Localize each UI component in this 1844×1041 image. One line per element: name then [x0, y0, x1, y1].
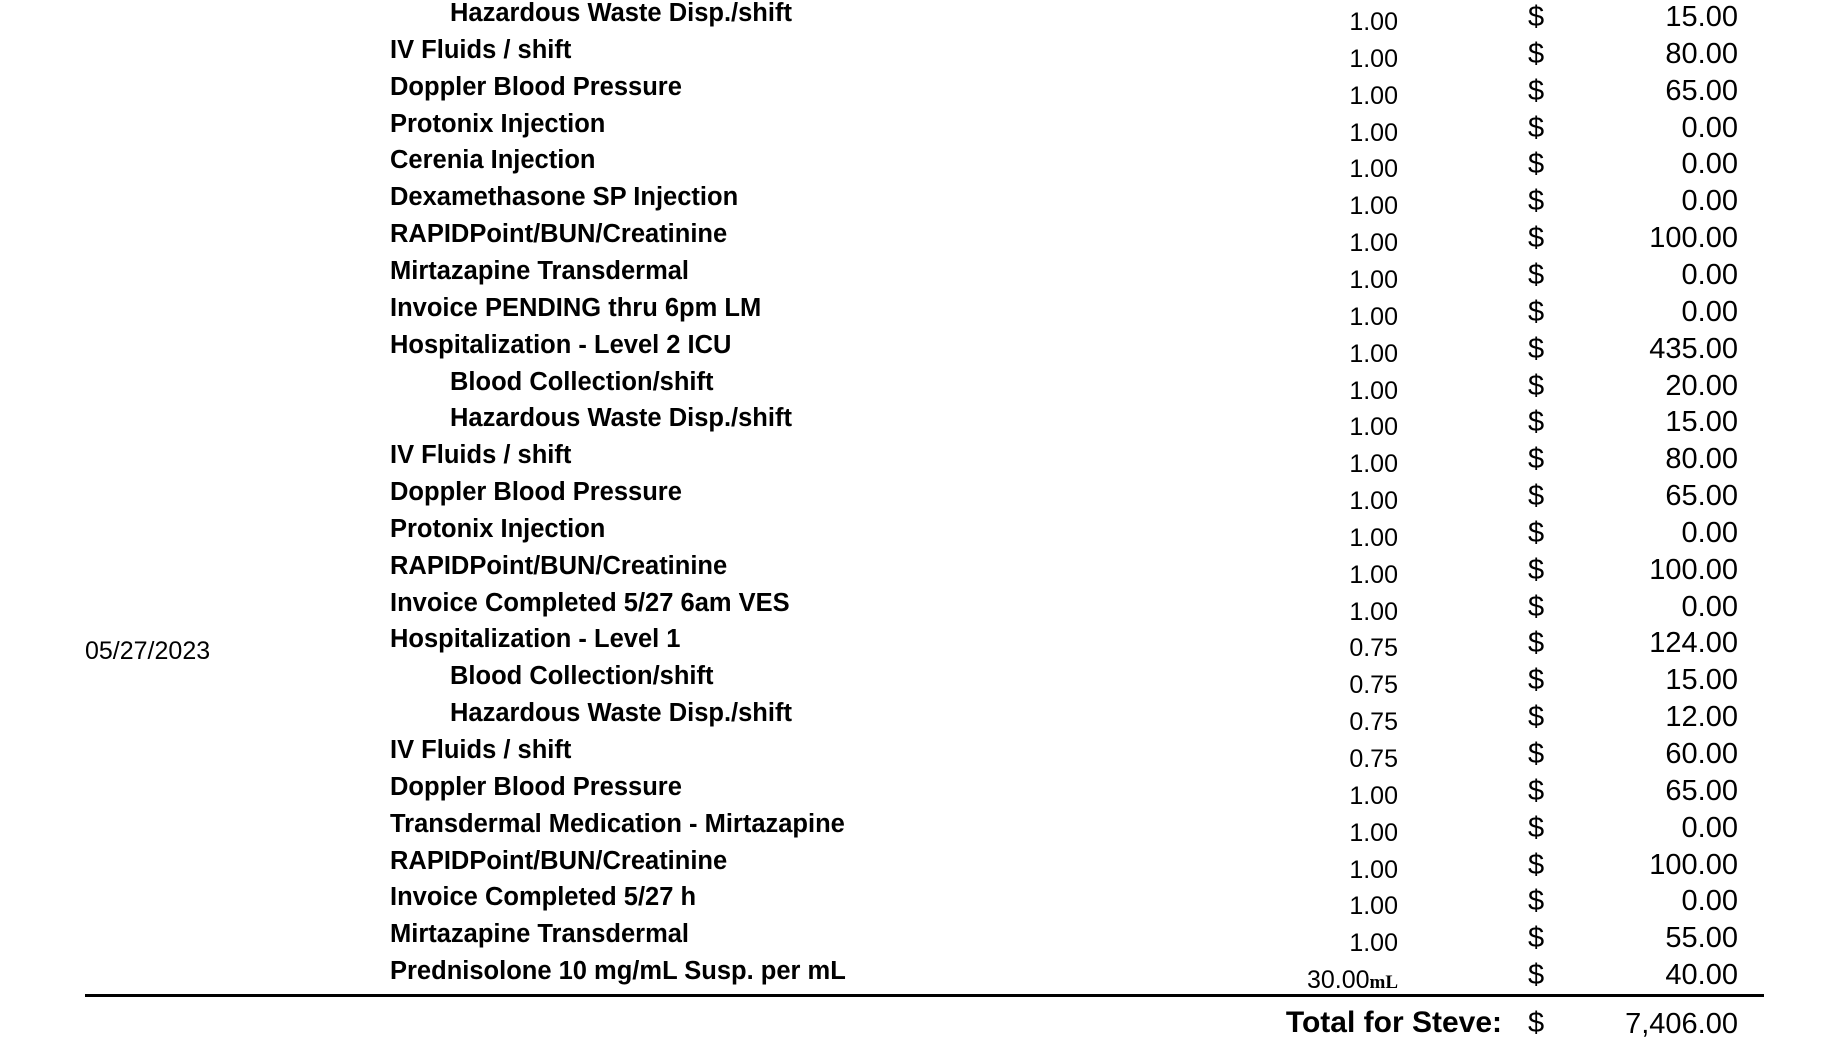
- item-amount: 55.00: [1665, 922, 1738, 955]
- currency-symbol: $: [1528, 701, 1545, 734]
- item-quantity: [1307, 968, 1398, 993]
- currency-symbol: $: [1528, 185, 1545, 218]
- currency-symbol: $: [1528, 332, 1545, 365]
- currency-symbol: $: [1528, 516, 1545, 549]
- currency-symbol: $: [1528, 1, 1545, 33]
- table-row: [0, 625, 1844, 666]
- quantity-value: 1.00: [1349, 376, 1398, 405]
- total-row: [0, 1008, 1844, 1041]
- currency-symbol: $: [1528, 443, 1545, 476]
- item-description: Cerenia Injection: [390, 146, 596, 175]
- currency-symbol: $: [1528, 811, 1545, 844]
- item-description: IV Fluids / shift: [390, 441, 572, 470]
- quantity-value: 1.00: [1349, 892, 1398, 921]
- currency-symbol: $: [1528, 37, 1545, 70]
- table-row: [0, 295, 1844, 332]
- total-divider: [85, 994, 1764, 997]
- item-quantity: [1349, 44, 1398, 73]
- total-amount: 7,406.00: [1625, 1008, 1738, 1040]
- table-row: [0, 516, 1844, 553]
- item-description: Hazardous Waste Disp./shift: [450, 0, 792, 27]
- item-quantity: [1349, 931, 1398, 956]
- quantity-value: 1.00: [1349, 855, 1398, 884]
- item-amount: 0.00: [1681, 148, 1738, 181]
- table-row: [0, 111, 1844, 148]
- currency-symbol: $: [1528, 922, 1545, 955]
- item-amount: 0.00: [1681, 258, 1738, 291]
- item-amount: 124.00: [1649, 627, 1738, 660]
- table-row: [0, 442, 1844, 479]
- table-row: [0, 332, 1844, 369]
- table-row: [0, 0, 1844, 37]
- table-row: [0, 774, 1844, 811]
- item-quantity: [1349, 781, 1398, 810]
- item-quantity: [1349, 710, 1398, 735]
- quantity-value: 1.00: [1349, 818, 1398, 847]
- item-amount: 80.00: [1665, 37, 1738, 70]
- item-description: Invoice PENDING thru 6pm LM: [390, 293, 762, 322]
- quantity-value: 1.00: [1349, 929, 1398, 958]
- item-description: Mirtazapine Transdermal: [390, 256, 690, 285]
- item-amount: 0.00: [1681, 295, 1738, 328]
- quantity-value: 1.00: [1349, 265, 1398, 294]
- item-description: Hospitalization - Level 1: [390, 625, 681, 654]
- quantity-value: 30.00: [1306, 966, 1370, 995]
- item-amount: 65.00: [1665, 774, 1738, 807]
- item-description: Hospitalization - Level 2 ICU: [390, 330, 732, 359]
- item-amount: 60.00: [1665, 738, 1738, 770]
- item-quantity: [1349, 818, 1398, 847]
- quantity-value: 1.00: [1349, 781, 1398, 810]
- currency-symbol: $: [1528, 111, 1545, 144]
- quantity-unit: mL: [1369, 972, 1398, 994]
- item-amount: 0.00: [1681, 590, 1738, 623]
- quantity-value: 0.75: [1349, 708, 1398, 737]
- item-quantity: [1349, 673, 1398, 698]
- item-description: Blood Collection/shift: [450, 662, 714, 691]
- quantity-value: 1.00: [1349, 192, 1398, 221]
- table-row: [0, 848, 1844, 885]
- item-quantity: [1349, 560, 1398, 589]
- quantity-value: 1.00: [1349, 81, 1398, 110]
- item-amount: 435.00: [1649, 332, 1738, 365]
- currency-symbol: $: [1528, 369, 1545, 402]
- item-amount: 100.00: [1649, 848, 1738, 881]
- currency-symbol: $: [1528, 590, 1545, 623]
- item-quantity: [1349, 157, 1398, 182]
- quantity-value: 1.00: [1349, 44, 1398, 73]
- quantity-value: 1.00: [1349, 413, 1398, 442]
- table-row: [0, 663, 1844, 700]
- table-row: [0, 258, 1844, 295]
- item-quantity: [1349, 376, 1398, 405]
- currency-symbol: $: [1528, 885, 1545, 918]
- currency-symbol: $: [1528, 627, 1545, 660]
- table-row: [0, 737, 1844, 774]
- currency-symbol: $: [1528, 480, 1545, 513]
- item-amount: 12.00: [1665, 701, 1738, 734]
- item-amount: 0.00: [1681, 885, 1738, 918]
- item-quantity: [1349, 597, 1398, 626]
- item-quantity: [1349, 10, 1398, 35]
- item-description: Invoice Completed 5/27 6am VES: [390, 588, 790, 617]
- quantity-value: 1.00: [1349, 155, 1398, 184]
- item-amount: 15.00: [1665, 406, 1738, 439]
- item-amount: 20.00: [1665, 369, 1738, 402]
- quantity-value: 1.00: [1349, 229, 1398, 258]
- item-description: RAPIDPoint/BUN/Creatinine: [390, 551, 728, 580]
- item-amount: 65.00: [1665, 480, 1738, 513]
- currency-symbol: $: [1528, 295, 1545, 328]
- table-row: [0, 369, 1844, 406]
- currency-symbol: $: [1528, 738, 1545, 770]
- table-row: [0, 405, 1844, 442]
- item-description: Hazardous Waste Disp./shift: [450, 699, 792, 728]
- item-description: Prednisolone 10 mg/mL Susp. per mL: [390, 957, 846, 986]
- currency-symbol: $: [1528, 148, 1545, 181]
- currency-symbol: $: [1528, 222, 1545, 255]
- table-row: [0, 590, 1844, 627]
- item-amount: 0.00: [1681, 516, 1738, 549]
- item-amount: 15.00: [1665, 664, 1738, 697]
- item-quantity: [1349, 194, 1398, 219]
- item-description: Transdermal Medication - Mirtazapine: [390, 809, 845, 838]
- currency-symbol: $: [1528, 774, 1545, 807]
- quantity-value: 1.00: [1349, 118, 1398, 147]
- table-row: [0, 958, 1844, 995]
- item-amount: 0.00: [1681, 811, 1738, 844]
- item-quantity: [1349, 489, 1398, 514]
- quantity-value: 0.75: [1349, 671, 1398, 700]
- item-quantity: [1349, 118, 1398, 147]
- table-row: [0, 700, 1844, 737]
- item-description: Invoice Completed 5/27 h: [390, 883, 697, 912]
- item-description: Doppler Blood Pressure: [390, 478, 682, 507]
- item-description: IV Fluids / shift: [390, 736, 572, 764]
- item-description: RAPIDPoint/BUN/Creatinine: [390, 846, 728, 875]
- item-amount: 0.00: [1681, 185, 1738, 218]
- item-quantity: [1349, 894, 1398, 919]
- item-quantity: [1349, 302, 1398, 331]
- table-row: [0, 37, 1844, 74]
- quantity-value: 1.00: [1349, 597, 1398, 626]
- currency-symbol: $: [1528, 74, 1545, 107]
- item-quantity: [1349, 81, 1398, 110]
- quantity-value: 1.00: [1349, 487, 1398, 516]
- table-row: [0, 74, 1844, 111]
- item-amount: 65.00: [1665, 74, 1738, 107]
- quantity-value: 1.00: [1349, 560, 1398, 589]
- item-quantity: [1349, 523, 1398, 552]
- quantity-value: 0.75: [1349, 745, 1398, 773]
- service-date: 05/27/2023: [85, 637, 211, 666]
- quantity-value: 1.00: [1349, 450, 1398, 479]
- quantity-value: 1.00: [1349, 523, 1398, 552]
- table-row: [0, 884, 1844, 921]
- quantity-value: 1.00: [1349, 8, 1398, 36]
- item-amount: 0.00: [1681, 111, 1738, 144]
- item-description: Doppler Blood Pressure: [390, 772, 682, 801]
- table-row: [0, 147, 1844, 184]
- table-row: [0, 479, 1844, 516]
- item-description: Blood Collection/shift: [450, 367, 714, 396]
- table-row: [0, 553, 1844, 590]
- item-description: Dexamethasone SP Injection: [390, 183, 739, 212]
- currency-symbol: $: [1528, 848, 1545, 881]
- item-amount: 40.00: [1665, 959, 1738, 992]
- item-description: Protonix Injection: [390, 109, 606, 138]
- table-row: [0, 184, 1844, 221]
- item-amount: 100.00: [1649, 222, 1738, 255]
- currency-symbol: $: [1528, 553, 1545, 586]
- item-quantity: [1349, 415, 1398, 440]
- total-currency-symbol: $: [1528, 1007, 1545, 1039]
- item-quantity: [1349, 855, 1398, 884]
- item-quantity: [1349, 452, 1398, 477]
- quantity-value: 1.00: [1349, 302, 1398, 331]
- table-row: [0, 811, 1844, 848]
- currency-symbol: $: [1528, 406, 1545, 439]
- quantity-value: 0.75: [1349, 634, 1398, 663]
- item-description: RAPIDPoint/BUN/Creatinine: [390, 220, 728, 249]
- currency-symbol: $: [1528, 664, 1545, 697]
- table-row: [0, 221, 1844, 258]
- item-quantity: [1349, 747, 1398, 772]
- item-description: IV Fluids / shift: [390, 35, 572, 64]
- item-amount: 15.00: [1665, 1, 1738, 33]
- total-label: Total for Steve:: [1285, 1006, 1502, 1039]
- item-description: Protonix Injection: [390, 514, 606, 543]
- item-quantity: [1349, 636, 1398, 661]
- table-row: [0, 921, 1844, 958]
- item-quantity: [1349, 339, 1398, 368]
- item-amount: 100.00: [1649, 553, 1738, 586]
- quantity-value: 1.00: [1349, 339, 1398, 368]
- currency-symbol: $: [1528, 959, 1545, 992]
- item-quantity: [1349, 231, 1398, 256]
- item-quantity: [1349, 265, 1398, 294]
- item-description: Doppler Blood Pressure: [390, 72, 682, 101]
- item-description: Hazardous Waste Disp./shift: [450, 404, 792, 433]
- currency-symbol: $: [1528, 258, 1545, 291]
- item-amount: 80.00: [1665, 443, 1738, 476]
- item-description: Mirtazapine Transdermal: [390, 920, 690, 949]
